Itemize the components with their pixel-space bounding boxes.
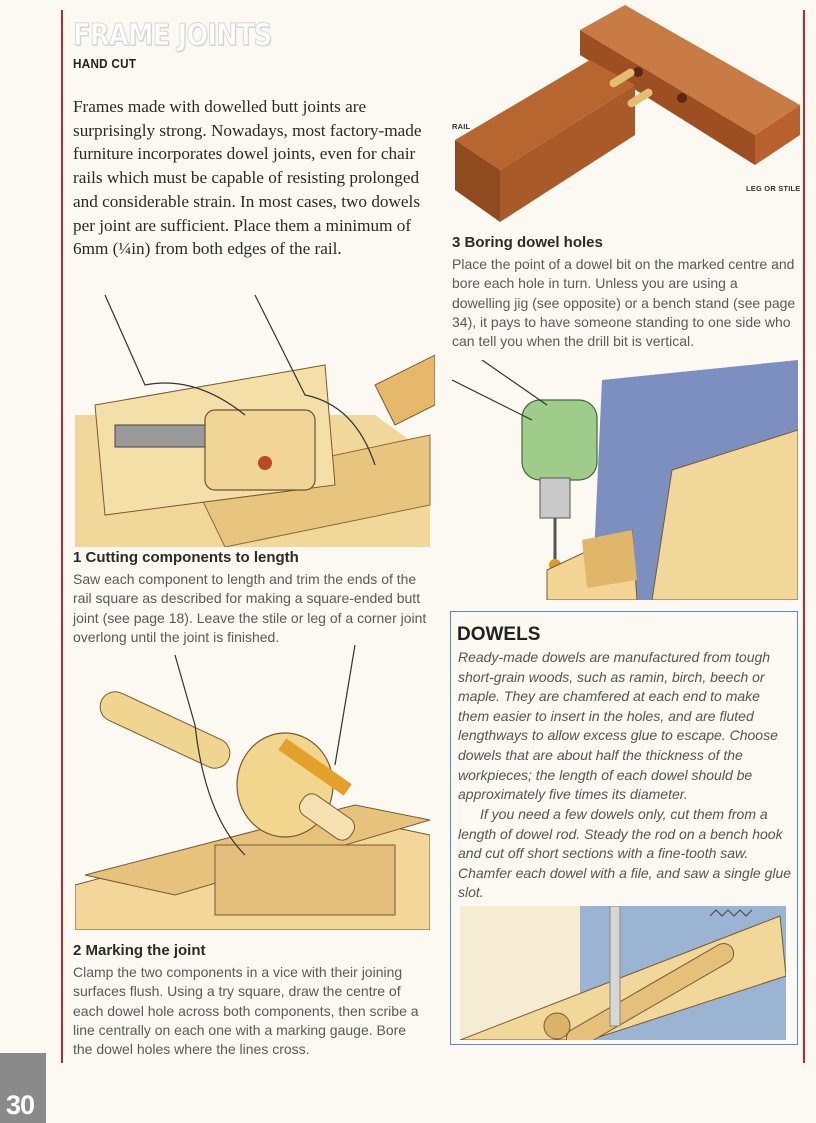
step-3-text: Place the point of a dowel bit on the marked centre and bore each hole in turn. Unless you are using a dowelling jig (see opposite) or a bench stand (see page 34), it pays to have someone standing to one side who can tell you when the drill bit is vertical.: [452, 256, 796, 350]
step-2-text: Clamp the two components in a vice with their joining surfaces flush. Using a try square, draw the centre of each dowel hole across both components, then scribe a line centrally on each one with a marking gauge. Bore the dowel holes where the lines cross.: [73, 964, 419, 1058]
dowels-title: DOWELS: [457, 624, 541, 645]
dowels-paragraph-1: Ready-made dowels are manufactured from tough short-grain woods, such as ramin, birch, beech or maple. They are chamfered at each end to make them easier to insert in the holes, and are fluted lengthways to allow excess glue to escape. Choose dowels that are about half the thickness of the workpieces; the length of each dowel should be approximately five times its diameter.: [458, 649, 778, 803]
page-number: 30: [6, 1090, 35, 1120]
step-1-plane-illustration: [75, 285, 435, 547]
left-margin-rule: [61, 10, 63, 1063]
step-1-text: Saw each component to length and trim the ends of the rail square as described for making a square-ended butt joint (see page 18). Leave the stile or leg of a corner joint overlong until the joint is finished.: [73, 571, 427, 645]
leg-or-stile-label: LEG OR STILE: [746, 184, 801, 193]
bench-hook-dowel-illustration: [460, 906, 786, 1040]
intro-paragraph: Frames made with dowelled butt joints are surprisingly strong. Nowadays, most factory-made furniture incorporates dowel joints, even for chair rails which must be capable of resisting prolonged and considerable strain. In most cases, two dowels per joint are sufficient. Place them a minimum of 6mm (¼in) from both edges of the rail.: [73, 97, 422, 259]
step-3-title: 3 Boring dowel holes: [452, 234, 603, 251]
page-title: FRAME JOINTS: [73, 18, 272, 53]
rail-label: RAIL: [452, 122, 471, 131]
page-number-tab: [0, 1053, 46, 1123]
step-2-title: 2 Marking the joint: [73, 942, 206, 959]
step-2-marking-illustration: [75, 645, 430, 930]
dowels-paragraph-2: If you need a few dowels only, cut them from a length of dowel rod. Steady the rod on a bench hook and cut off short sections with a fine-tooth saw. Chamfer each dowel with a file, and saw a single glue slot.: [458, 806, 792, 901]
page-subtitle: HAND CUT: [73, 56, 137, 71]
step-3-drill-illustration: [452, 360, 798, 600]
step-1-title: 1 Cutting components to length: [73, 549, 299, 566]
